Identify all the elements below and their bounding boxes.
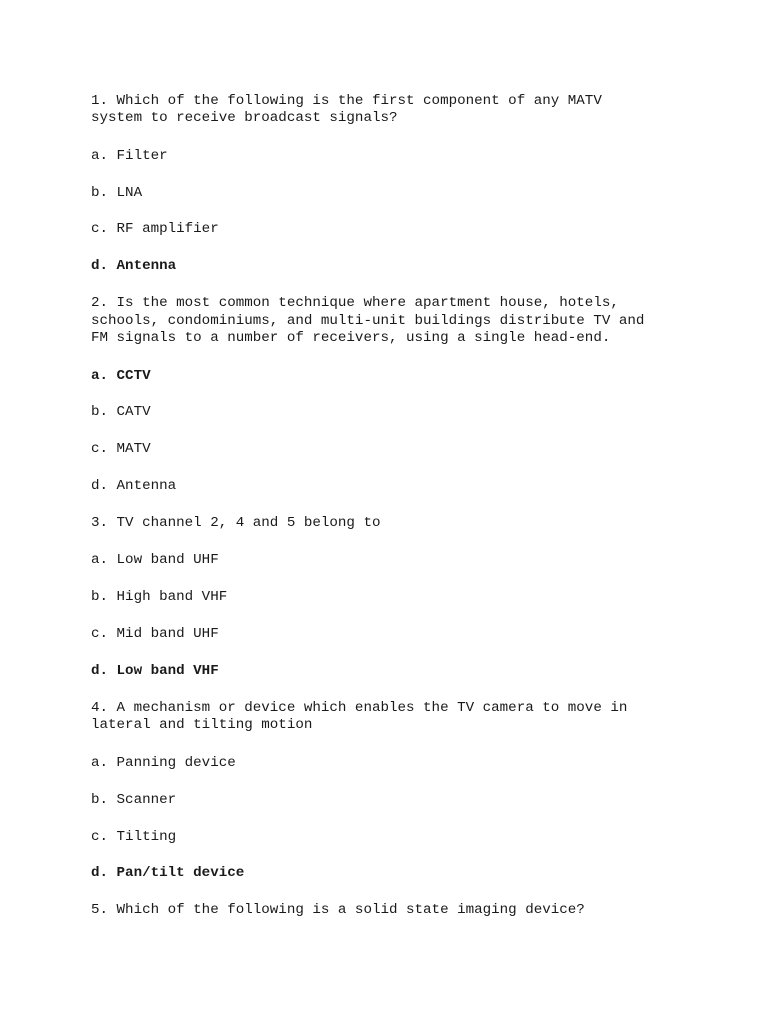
question-2-line-3: FM signals to a number of receivers, using a single head-end. — [91, 330, 611, 346]
question-1-line-2: system to receive broadcast signals? — [91, 110, 398, 126]
question-1-option-d-answer: d. Antenna — [91, 258, 177, 274]
question-4-option-b: b. Scanner — [91, 792, 177, 808]
question-2-line-2: schools, condominiums, and multi-unit buildings distribute TV and — [91, 313, 645, 329]
question-3-option-d-answer: d. Low band VHF — [91, 663, 219, 679]
question-4-line-2: lateral and tilting motion — [91, 717, 313, 733]
question-2-option-a-answer: a. CCTV — [91, 368, 151, 384]
question-3-option-c: c. Mid band UHF — [91, 626, 219, 642]
question-1-option-a: a. Filter — [91, 148, 168, 164]
question-4-option-d-answer: d. Pan/tilt device — [91, 865, 245, 881]
question-3-line-1: 3. TV channel 2, 4 and 5 belong to — [91, 515, 381, 531]
question-5-line-1: 5. Which of the following is a solid state imaging device? — [91, 902, 585, 918]
question-3-option-a: a. Low band UHF — [91, 552, 219, 568]
question-2-option-d: d. Antenna — [91, 478, 177, 494]
question-2-option-c: c. MATV — [91, 441, 151, 457]
question-3-option-b: b. High band VHF — [91, 589, 228, 605]
question-4-line-1: 4. A mechanism or device which enables the TV camera to move in — [91, 700, 628, 716]
question-2-line-1: 2. Is the most common technique where apartment house, hotels, — [91, 295, 619, 311]
question-1-option-b: b. LNA — [91, 185, 143, 201]
question-2-option-b: b. CATV — [91, 404, 151, 420]
question-4-option-c: c. Tilting — [91, 829, 177, 845]
question-1-line-1: 1. Which of the following is the first component of any MATV — [91, 93, 602, 109]
question-1-option-c: c. RF amplifier — [91, 221, 219, 237]
question-4-option-a: a. Panning device — [91, 755, 236, 771]
